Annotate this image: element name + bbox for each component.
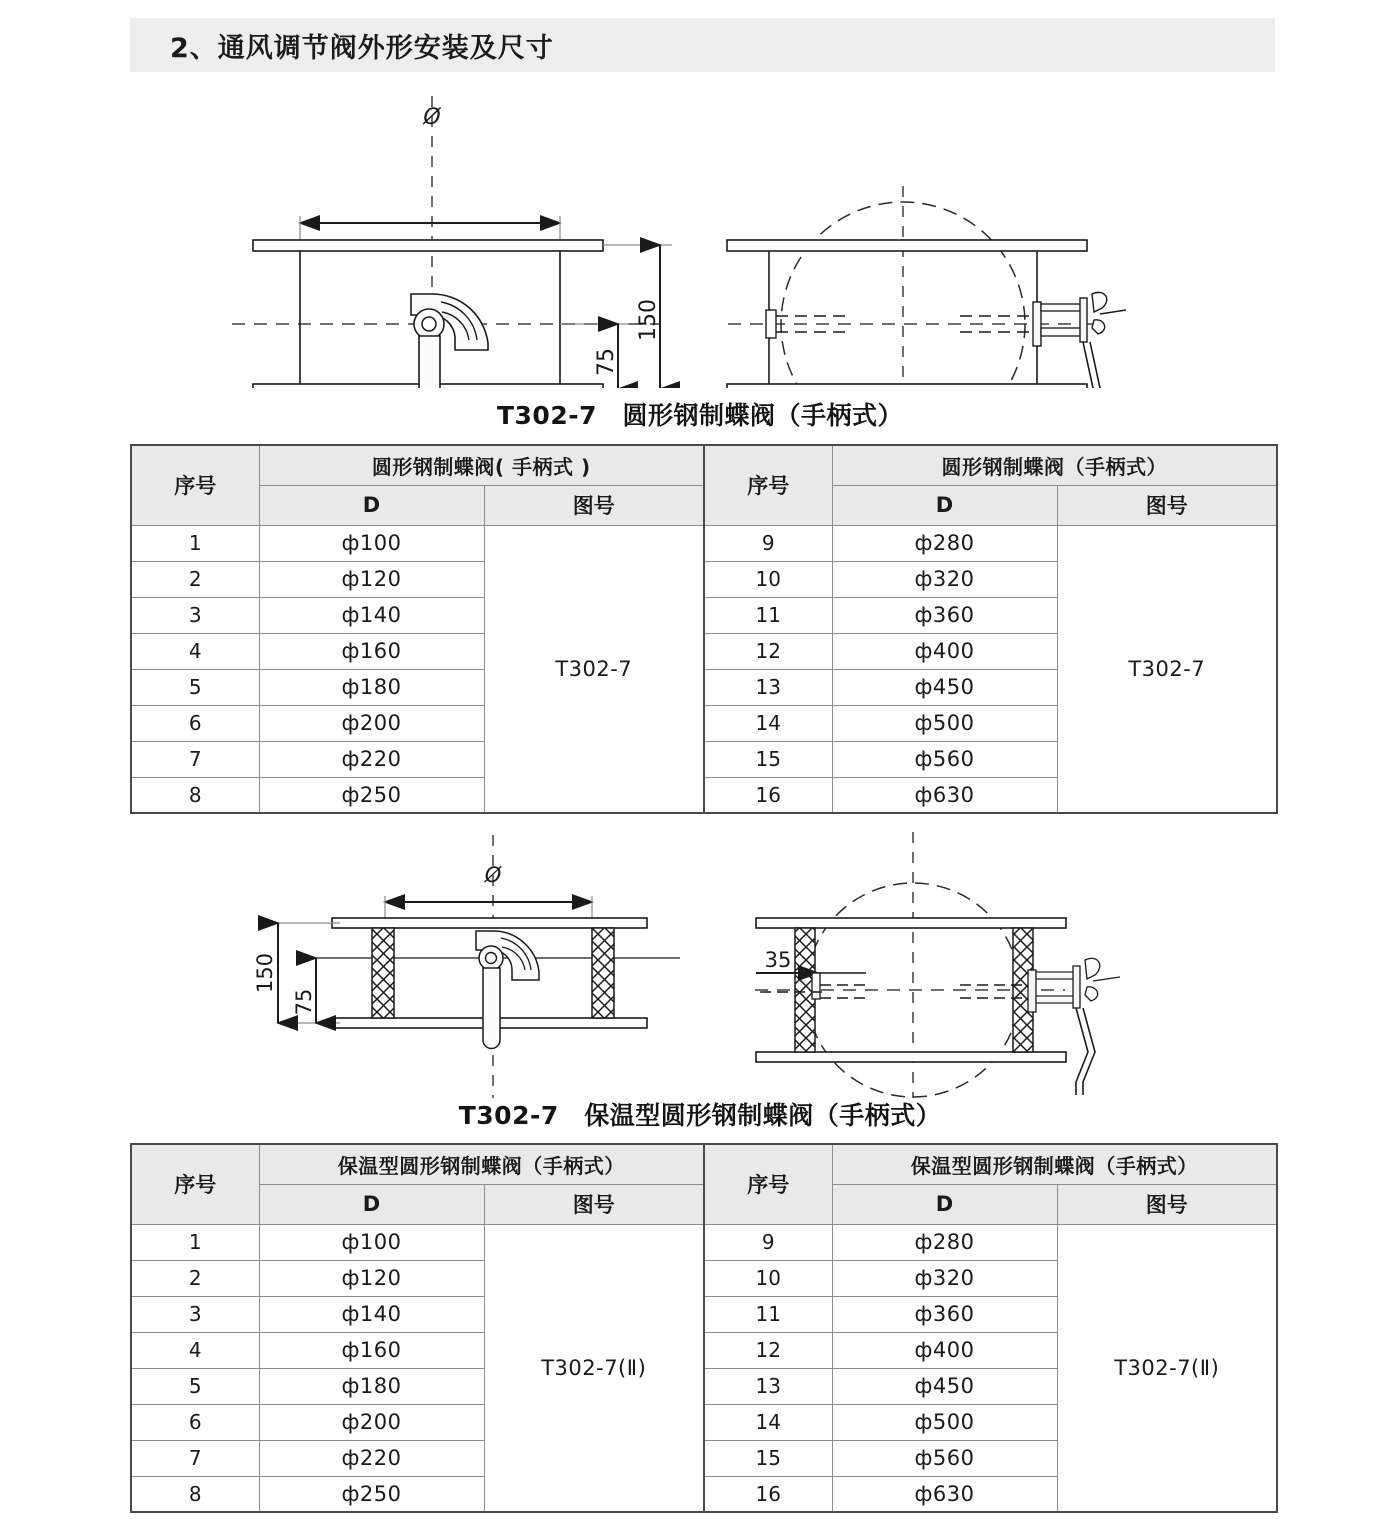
cell-sn: 3 [131, 1296, 259, 1332]
cell-sn: 8 [131, 777, 259, 813]
cell-d: ф180 [259, 669, 484, 705]
cell-sn: 11 [704, 1296, 832, 1332]
cell-sn: 5 [131, 669, 259, 705]
table-round-damper [130, 444, 1278, 814]
cell-drawing-no-left: T302-7 [484, 525, 704, 813]
right-elevation-view-insulated [755, 832, 1120, 1098]
cell-d: ф200 [259, 1404, 484, 1440]
cell-sn: 13 [704, 669, 832, 705]
cell-sn: 14 [704, 1404, 832, 1440]
top-flange-plate-right [727, 240, 1087, 251]
cell-d: ф630 [832, 1476, 1057, 1512]
cell-sn: 16 [704, 1476, 832, 1512]
cell-sn: 9 [704, 525, 832, 561]
cell-sn: 4 [131, 633, 259, 669]
cell-d: ф120 [259, 1260, 484, 1296]
cell-d: ф400 [832, 633, 1057, 669]
handle-actuator-assembly-insulated [1028, 958, 1120, 1095]
header-sn-right: 序号 [704, 445, 832, 525]
cell-d: ф280 [832, 1224, 1057, 1260]
lever-arm [483, 968, 500, 1049]
cell-d: ф140 [259, 597, 484, 633]
wing-nut-icon [1085, 958, 1100, 979]
handle-actuator-assembly [1033, 292, 1126, 388]
header-group-left: 保温型圆形钢制蝶阀（手柄式） [259, 1144, 704, 1184]
bottom-flange-plate-right [756, 1052, 1066, 1062]
left-section-view-insulated [278, 835, 680, 1098]
header-d-right: D [832, 1184, 1057, 1224]
cell-sn: 12 [704, 633, 832, 669]
header-sn-left: 序号 [131, 445, 259, 525]
cell-d: ф160 [259, 1332, 484, 1368]
cell-sn: 6 [131, 1404, 259, 1440]
cell-sn: 14 [704, 705, 832, 741]
header-dwg-right: 图号 [1057, 1184, 1277, 1224]
cell-drawing-no-left: T302-7(Ⅱ) [484, 1224, 704, 1512]
dimension-150-label: 150 [253, 952, 277, 994]
dimension-150-label: 150 [636, 299, 661, 341]
cell-d: ф450 [832, 1368, 1057, 1404]
cell-d: ф220 [259, 1440, 484, 1476]
figure-insulated-round-damper [0, 830, 1400, 1105]
cell-d: ф450 [832, 669, 1057, 705]
cell-sn: 13 [704, 1368, 832, 1404]
header-sn-right: 序号 [704, 1144, 832, 1224]
dimension-75-label: 75 [292, 988, 316, 1016]
cell-d: ф200 [259, 705, 484, 741]
header-group-right: 保温型圆形钢制蝶阀（手柄式） [832, 1144, 1277, 1184]
cell-sn: 3 [131, 597, 259, 633]
header-dwg-left: 图号 [484, 1184, 704, 1224]
table-body-1 [131, 525, 1277, 813]
header-d-right: D [832, 485, 1057, 525]
cell-sn: 1 [131, 1224, 259, 1260]
left-bearing-block [766, 310, 776, 338]
table-insulated-round-damper [130, 1143, 1278, 1513]
header-d-left: D [259, 485, 484, 525]
cell-sn: 1 [131, 525, 259, 561]
cell-d: ф360 [832, 1296, 1057, 1332]
cell-d: ф400 [832, 1332, 1057, 1368]
cell-d: ф120 [259, 561, 484, 597]
cell-d: ф100 [259, 1224, 484, 1260]
diameter-label: Ø [484, 863, 502, 887]
cell-d: ф560 [832, 741, 1057, 777]
cell-sn: 5 [131, 1368, 259, 1404]
header-dwg-right: 图号 [1057, 485, 1277, 525]
cell-d: ф500 [832, 705, 1057, 741]
header-dwg-left: 图号 [484, 485, 704, 525]
handle-mechanism-insulated [476, 931, 539, 1049]
table-row [131, 525, 1277, 561]
page-title: 2、通风调节阀外形安装及尺寸 [170, 32, 554, 64]
header-d-left: D [259, 1184, 484, 1224]
cell-sn: 7 [131, 1440, 259, 1476]
cell-sn: 6 [131, 705, 259, 741]
header-group-left: 圆形钢制蝶阀( 手柄式 ) [259, 445, 704, 485]
cell-drawing-no-right: T302-7 [1057, 525, 1277, 813]
table-row [131, 1224, 1277, 1260]
cell-d: ф630 [832, 777, 1057, 813]
cell-d: ф320 [832, 1260, 1057, 1296]
cell-d: ф250 [259, 1476, 484, 1512]
cell-d: ф220 [259, 741, 484, 777]
cell-d: ф180 [259, 1368, 484, 1404]
section-header-band [130, 18, 1275, 72]
cell-sn: 10 [704, 1260, 832, 1296]
cell-d: ф250 [259, 777, 484, 813]
top-flange-plate [253, 240, 603, 251]
table-header-row-group [131, 445, 1277, 485]
dimension-75-label: 75 [594, 348, 619, 376]
cell-d: ф560 [832, 1440, 1057, 1476]
cell-d: ф160 [259, 633, 484, 669]
insulation-block-right [592, 928, 614, 1018]
insulated-round-damper-drawing [0, 830, 1400, 1105]
header-group-right: 圆形钢制蝶阀（手柄式） [832, 445, 1277, 485]
cell-d: ф320 [832, 561, 1057, 597]
diameter-label: Ø [423, 105, 441, 130]
handle-mechanism [411, 294, 488, 388]
cell-d: ф100 [259, 525, 484, 561]
cell-d: ф140 [259, 1296, 484, 1332]
dimension-35-label: 35 [764, 948, 792, 972]
header-sn-left: 序号 [131, 1144, 259, 1224]
figure-2-caption: T302-7 保温型圆形钢制蝶阀（手柄式） [458, 1101, 942, 1130]
cell-drawing-no-right: T302-7(Ⅱ) [1057, 1224, 1277, 1512]
cell-d: ф280 [832, 525, 1057, 561]
cell-sn: 10 [704, 561, 832, 597]
cell-sn: 12 [704, 1332, 832, 1368]
insulation-block-left [372, 928, 394, 1018]
top-flange-plate [332, 918, 647, 928]
figure-1-caption: T302-7 圆形钢制蝶阀（手柄式） [496, 401, 903, 430]
cell-sn: 16 [704, 777, 832, 813]
cell-sn: 9 [704, 1224, 832, 1260]
top-flange-plate-right [756, 918, 1066, 928]
cell-sn: 15 [704, 1440, 832, 1476]
cell-sn: 2 [131, 1260, 259, 1296]
wing-nut-icon [1092, 292, 1107, 312]
table-header-row-group [131, 1144, 1277, 1184]
figure-round-damper [0, 88, 1400, 388]
lever-arm [419, 336, 440, 388]
cell-sn: 7 [131, 741, 259, 777]
cell-sn: 2 [131, 561, 259, 597]
cell-sn: 4 [131, 1332, 259, 1368]
bottom-flange-plate-right [727, 384, 1087, 388]
cell-d: ф500 [832, 1404, 1057, 1440]
left-bearing-block [812, 973, 820, 999]
cell-d: ф360 [832, 597, 1057, 633]
cell-sn: 11 [704, 597, 832, 633]
table-body-2 [131, 1224, 1277, 1512]
cell-sn: 8 [131, 1476, 259, 1512]
left-section-view [232, 96, 672, 388]
right-elevation-view [727, 186, 1126, 388]
round-damper-drawing [0, 88, 1400, 388]
cell-sn: 15 [704, 741, 832, 777]
